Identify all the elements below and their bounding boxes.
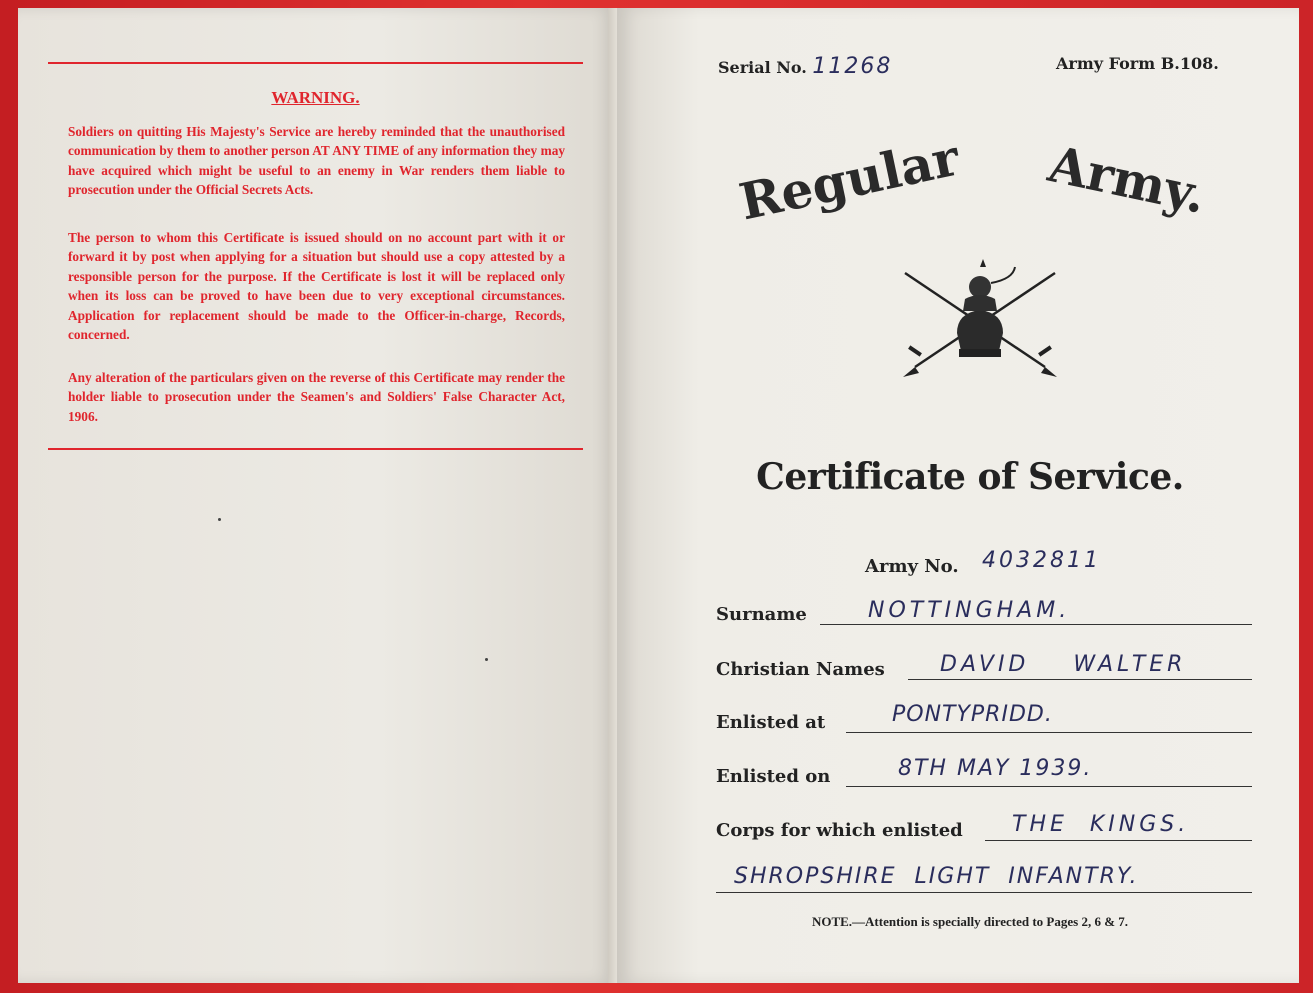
warning-title: WARNING.	[271, 88, 360, 107]
enlisted-on-value: 8TH MAY 1939.	[898, 756, 1093, 781]
army-no-value: 4032811	[982, 548, 1101, 573]
enlisted-on-line	[846, 786, 1252, 787]
paper-speck	[485, 658, 488, 661]
army-form-label: Army Form B.108.	[1056, 54, 1219, 73]
warning-paragraph-3: Any alteration of the particulars given on the reverse of this Certificate may render the holder liable to prosecution under the Seamen's and Soldiers' False Character Act, 1906.	[68, 370, 565, 424]
serial-label: Serial No.	[718, 58, 807, 77]
bottom-rule	[48, 448, 583, 450]
serial-value: 11268	[812, 54, 893, 79]
christian-names-label: Christian Names	[716, 659, 885, 680]
attention-note: NOTE.—Attention is specially directed to Pages 2, 6 & 7.	[811, 914, 1129, 929]
surname-value: NOTTINGHAM.	[868, 598, 1071, 623]
corps-value-line-2: SHROPSHIRE LIGHT INFANTRY.	[734, 864, 1139, 889]
enlisted-at-value: PONTYPRIDD.	[892, 702, 1053, 727]
enlisted-at-label: Enlisted at	[716, 712, 826, 733]
corps-line-2	[716, 892, 1252, 893]
title-word-army: Army.	[1043, 134, 1212, 225]
surname-label: Surname	[716, 604, 807, 625]
warning-paragraph-1: Soldiers on quitting His Majesty's Service are hereby reminded that the unauthorised communication by them to another person AT ANY TIME of any information they may have acquired which might be useful to an enemy in War renders them liable to prosecution under the Official Secrets Acts.	[68, 124, 565, 198]
corps-label: Corps for which enlisted	[716, 820, 963, 841]
certificate-title: Certificate of Service.	[756, 456, 1184, 498]
regular-army-title	[728, 120, 1248, 230]
army-no-label: Army No.	[865, 556, 959, 577]
corps-line	[985, 840, 1252, 841]
paper-speck	[218, 518, 221, 521]
serial-row	[718, 54, 892, 79]
warning-paragraph-2: The person to whom this Certificate is issued should on no account part with it or forward it by post when applying for a situation but should use a copy attested by a responsible person for the purpose. If the Certificate is lost it will be replaced only when its loss can be proved to have been due to very exceptional circumstances. Application for replacement should be made to the Officer-in-charge, Records, concerned.	[68, 230, 565, 343]
title-word-regular: Regular	[734, 127, 965, 232]
army-crest-icon	[895, 255, 1065, 385]
christian-names-line	[908, 679, 1252, 680]
christian-names-value: DAVID WALTER	[940, 652, 1187, 677]
surname-line	[820, 624, 1252, 625]
enlisted-on-label: Enlisted on	[716, 766, 831, 787]
top-rule	[48, 62, 583, 64]
enlisted-at-line	[846, 732, 1252, 733]
corps-value: THE KINGS.	[1012, 812, 1190, 837]
